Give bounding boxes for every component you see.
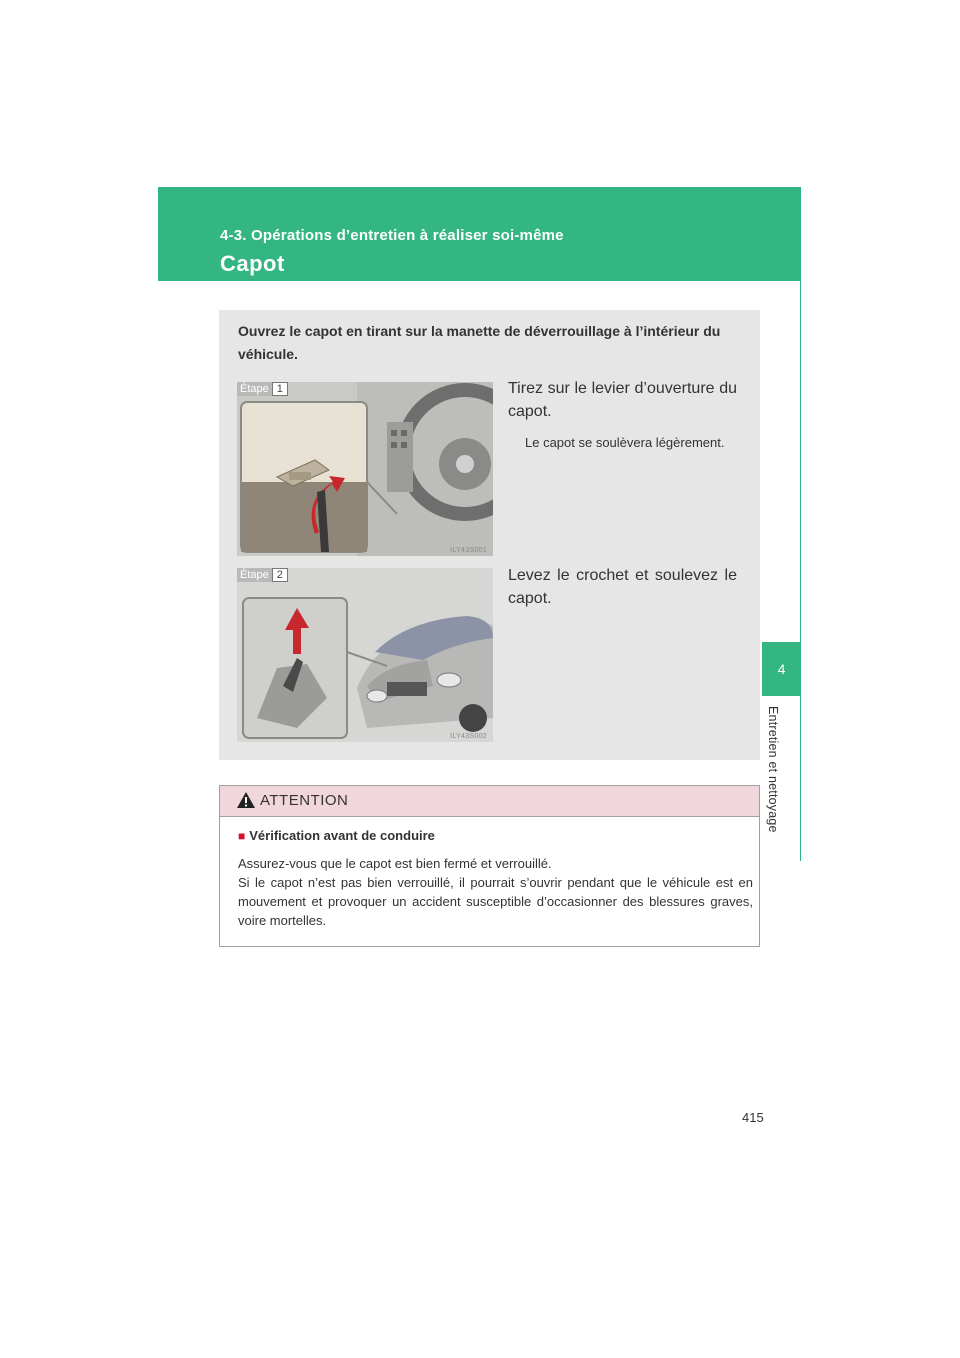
step-1-figure xyxy=(237,382,493,556)
figure-code: ILY43S001 xyxy=(450,547,487,554)
figure-code: ILY43S002 xyxy=(450,733,487,740)
step-1-badge: Étape 1 xyxy=(237,382,288,396)
bullet-square-icon: ■ xyxy=(238,829,246,843)
warning-title: ATTENTION xyxy=(260,792,349,809)
warning-header xyxy=(220,786,759,817)
warning-triangle-icon xyxy=(236,791,256,809)
warning-text xyxy=(238,854,753,930)
chapter-tab-number: 4 xyxy=(777,661,786,677)
page-title: Capot xyxy=(220,251,285,276)
dashboard-illustration xyxy=(237,382,493,556)
section-heading: 4-3. Opérations d’entretien à réaliser soi-même xyxy=(220,227,564,244)
side-divider xyxy=(800,281,801,861)
warning-subheading: ■ Vérification avant de conduire xyxy=(238,828,435,843)
step-1-instruction: Tirez sur le levier d’ouverture du capot. xyxy=(508,380,737,420)
step-2-badge: Étape 2 xyxy=(237,568,288,582)
car-hood-illustration xyxy=(237,568,493,742)
step-2-instruction: Levez le crochet et soulevez le capot. xyxy=(508,567,737,607)
warning-line: Assurez-vous que le capot est bien fermé et verrouillé. xyxy=(238,856,552,871)
chapter-tab[interactable] xyxy=(762,642,801,696)
chapter-tab-label: Entretien et nettoyage xyxy=(766,706,780,833)
warning-line: Si le capot n’est pas bien verrouillé, il pourrait s’ouvrir pendant que le véhicule est en mouvement et provoquer un accident susceptible d’occasionner des blessures graves, voire mortelles. xyxy=(238,875,753,928)
page-number: 415 xyxy=(742,1110,764,1125)
step-1-note: Le capot se soulèvera légèrement. xyxy=(525,435,725,450)
step-2-figure xyxy=(237,568,493,742)
procedure-intro: Ouvrez le capot en tirant sur la manette de déverrouillage à l’intérieur du véhicule. xyxy=(238,323,721,362)
